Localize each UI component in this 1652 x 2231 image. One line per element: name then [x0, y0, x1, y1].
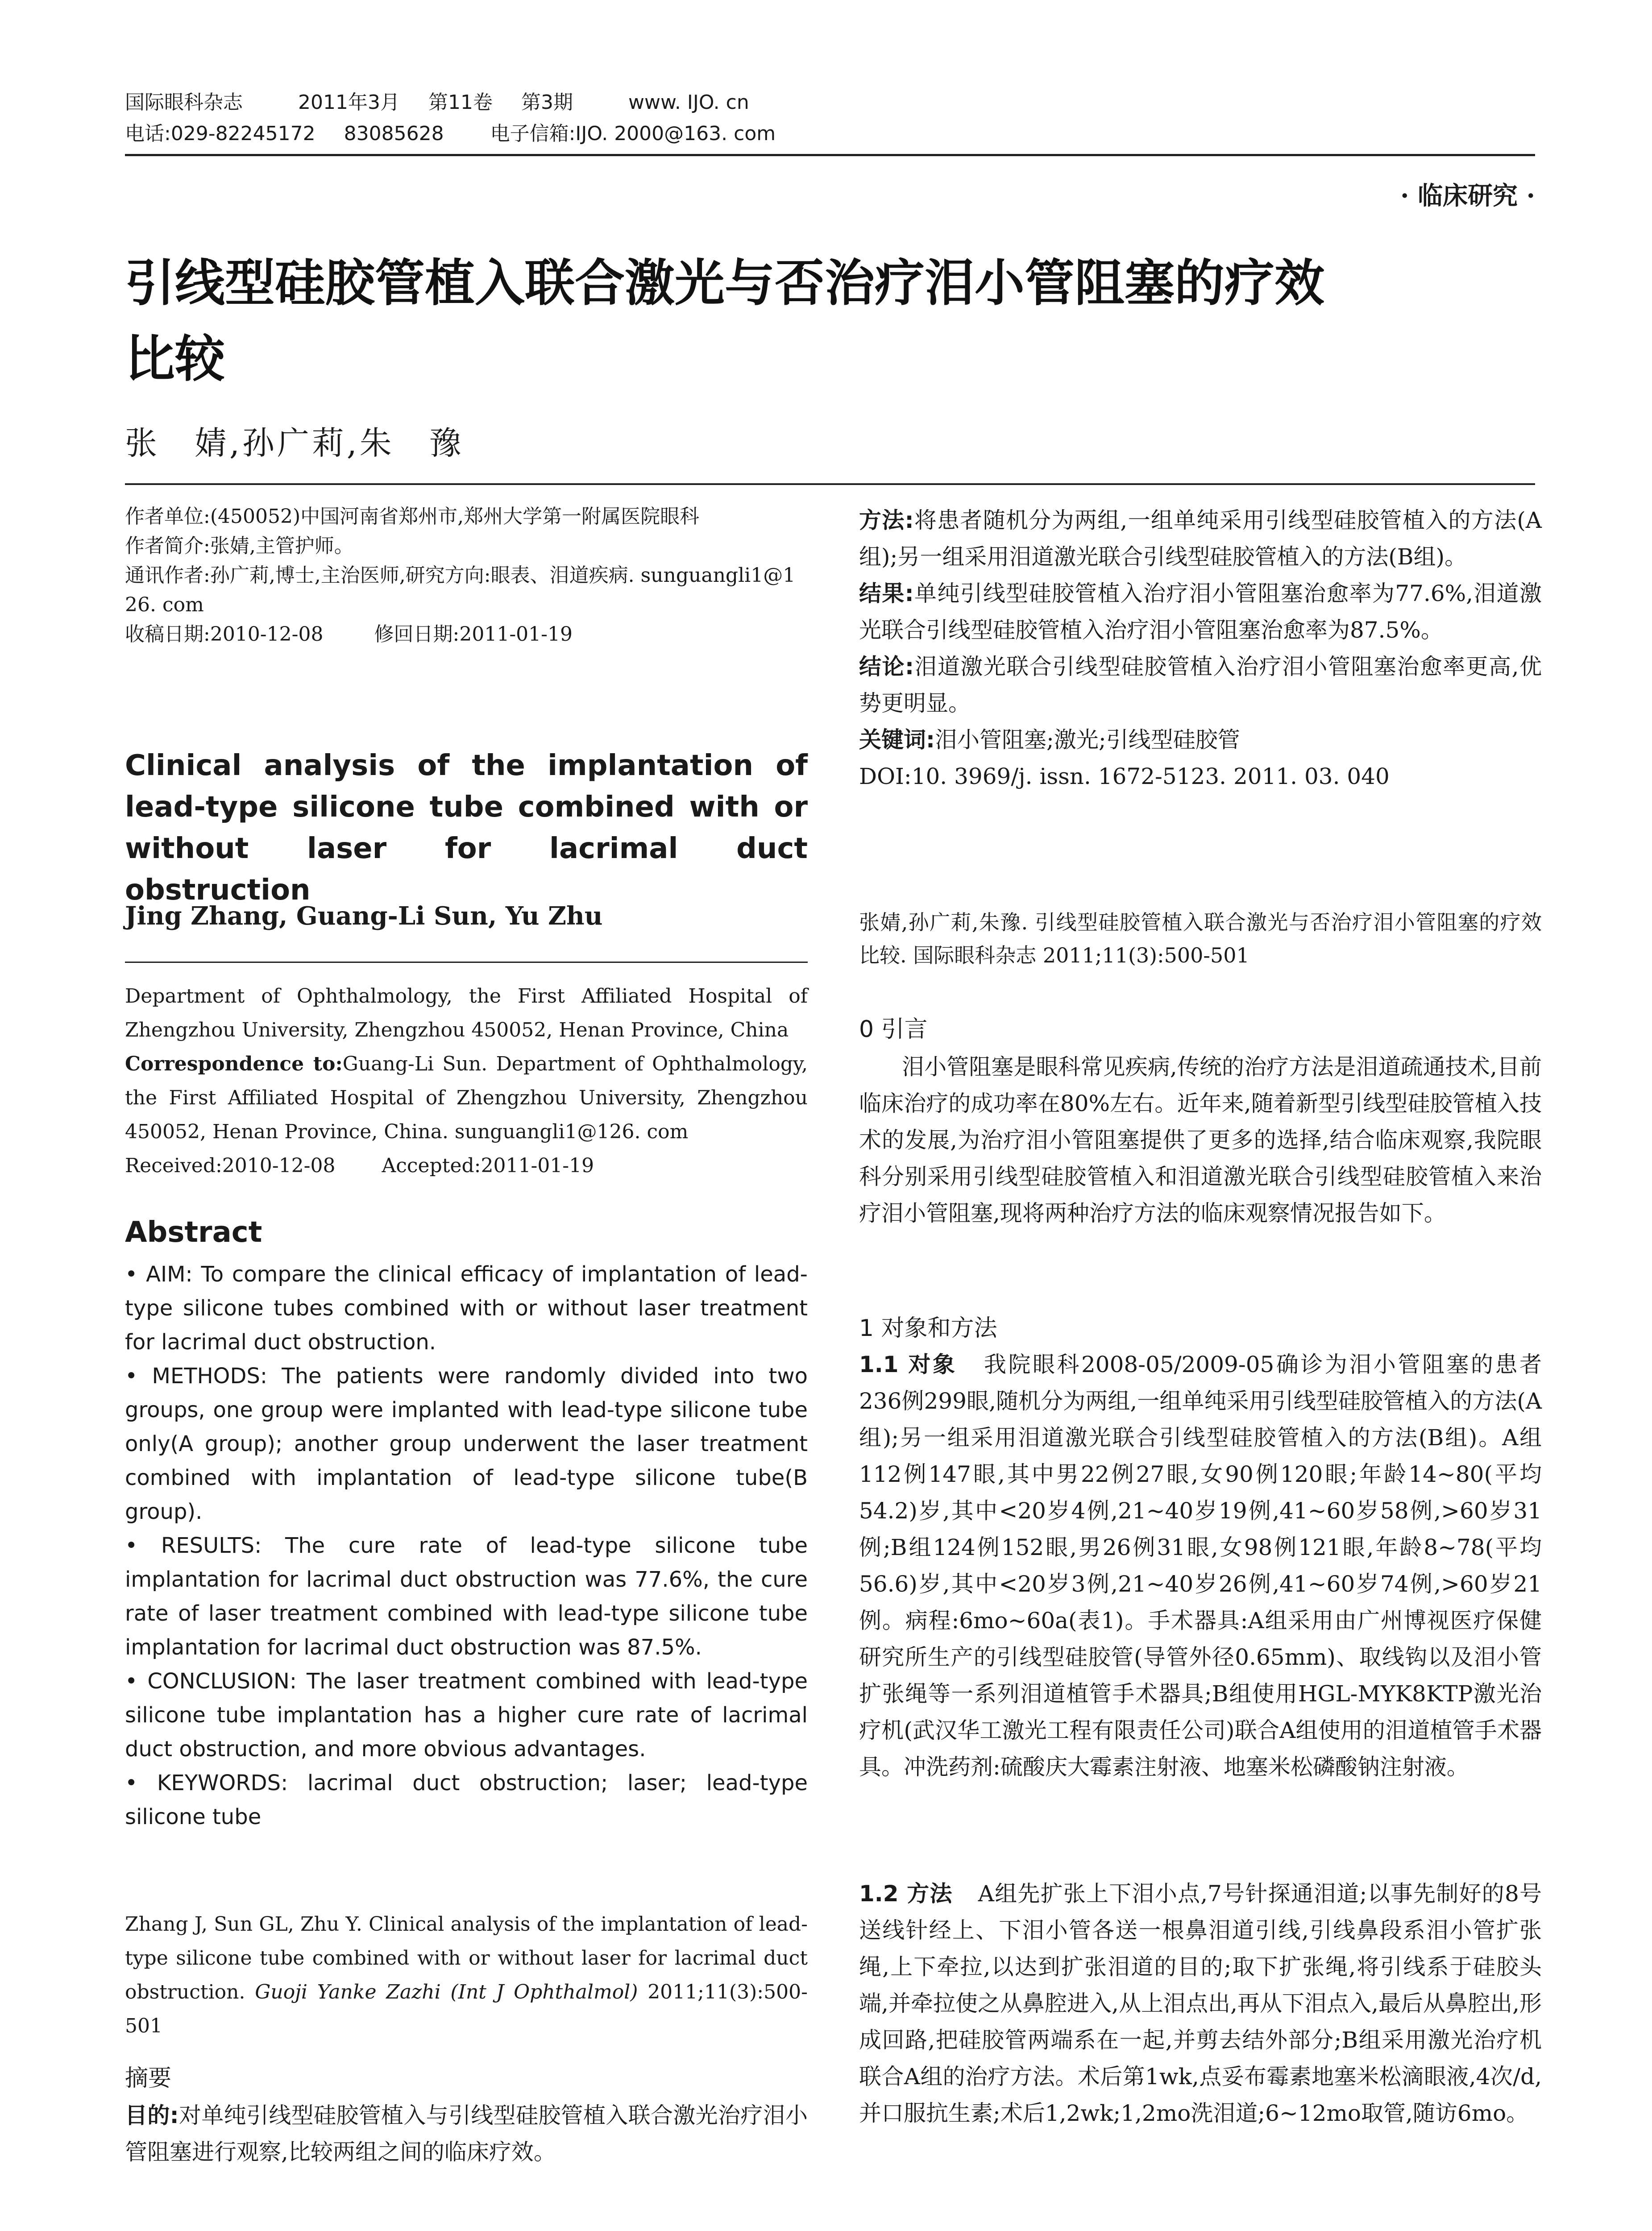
conclusion-text: The laser treatment combined with lead-type silicone tube implantation has a higher cure rate of lacrimal duct obstruction, and more obvious advantages. — [125, 1669, 808, 1762]
results-text: The cure rate of lead-type silicone tube implantation for lacrimal duct obstruction was 77.6%, the cure rate of laser treatment combined with lead-type silicone tube implantation for lacrimal duct obstruction was 87.5%. — [125, 1533, 808, 1660]
citation-en-journal: Guoji Yanke Zazhi (Int J Ophthalmol) — [255, 1981, 638, 2003]
left-column — [125, 502, 808, 2165]
article-title — [125, 245, 1544, 397]
header-rule — [125, 154, 1535, 156]
abstract-keywords — [125, 1766, 808, 1834]
aim-label: • AIM: — [125, 1262, 193, 1287]
abstract-conclusion — [125, 1664, 808, 1766]
affiliation-en — [125, 979, 808, 1183]
dates-en — [125, 1149, 808, 1183]
phone-2: 83085628 — [344, 122, 444, 145]
intro-heading: 0 引言 — [859, 1016, 928, 1043]
methods-cn — [859, 502, 1542, 575]
conclusion-cn-text: 泪道激光联合引线型硅胶管植入治疗泪小管阻塞治愈率更高,优势更明显。 — [859, 654, 1542, 716]
authors-cn: 张 婧,孙广莉,朱 豫 — [125, 424, 464, 462]
section-1-2-label: 1.2 方法 — [859, 1881, 953, 1907]
correspondence-en — [125, 1047, 808, 1149]
section-label: · 临床研究 · — [1400, 181, 1535, 211]
website: www. IJO. cn — [628, 91, 749, 114]
doi: DOI:10. 3969/j. issn. 1672-5123. 2011. 03. 040 — [859, 763, 1390, 789]
received-cn: 收稿日期:2010-12-08 — [125, 623, 324, 646]
objective-label: 目的: — [125, 2102, 179, 2128]
received-en: Received:2010-12-08 — [125, 1154, 336, 1177]
department-en: Department of Ophthalmology, the First Affiliated Hospital of Zhengzhou University, Zhengzhou 450052, Henan Province, China — [125, 985, 808, 1041]
aim-text: To compare the clinical efficacy of implantation of lead-type silicone tubes combined with or without laser treatment for lacrimal duct obstruction. — [125, 1262, 808, 1355]
results-cn-text: 单纯引线型硅胶管植入治疗泪小管阻塞治愈率为77.6%,泪道激光联合引线型硅胶管植入治疗泪小管阻塞治愈率为87.5%。 — [859, 581, 1542, 643]
abstract-heading: Abstract — [125, 1216, 262, 1249]
abstract-cn-continued — [859, 502, 1542, 795]
bio-cn: 作者简介:张婧,主管护师。 — [125, 535, 354, 557]
journal-name: 国际眼科杂志 — [125, 91, 243, 114]
objective-text: 对单纯引线型硅胶管植入与引线型硅胶管植入联合激光治疗泪小管阻塞进行观察,比较两组之间的临床疗效。 — [125, 2102, 808, 2165]
volume: 第11卷 — [428, 91, 493, 114]
keywords-cn — [859, 722, 1542, 758]
affiliation-cn: 作者单位:(450052)中国河南省郑州市,郑州大学第一附属医院眼科 — [125, 505, 700, 528]
citation-en-main: Zhang J, Sun GL, Zhu Y. Clinical analysis of the implantation of lead-type silicone tube combined with or without laser for lacrimal duct obstruction. — [125, 1913, 808, 2003]
objective-cn — [125, 2097, 808, 2170]
revised-cn: 修回日期:2011-01-19 — [374, 623, 573, 646]
issue-date: 2011年3月 — [298, 91, 400, 114]
abstract-cn-heading: 摘要 — [125, 2065, 172, 2092]
title-rule — [125, 483, 1535, 485]
section-1-2-text: A组先扩张上下泪小点,7号针探通泪道;以事先制好的8号送线针经上、下泪小管各送一根鼻泪道引线,引线鼻段系泪小管扩张绳,上下牵拉,以达到扩张泪道的目的;取下扩张绳,将引线系于硅胶头端,并牵拉使之从鼻腔进入,从上泪点出,再从下泪点入,最后从鼻腔出,形成回路,把硅胶管两端系在一起,并剪去结外部分;B组采用激光治疗机联合A组的治疗方法。术后第1wk,点妥布霉素地塞米松滴眼液,4次/d,并口服抗生素;术后1,2wk;1,2mo洗泪道;6~12mo取管,随访6mo。 — [859, 1881, 1542, 2126]
methods-text: The patients were randomly divided into two groups, one group were implanted with lead-type silicone tube only(A group); another group underwent the laser treatment combined with implantation of lead-type silicone tube(B group). — [125, 1364, 808, 1524]
correspondence-en-label: Correspondence to: — [125, 1053, 343, 1075]
abstract-methods — [125, 1359, 808, 1529]
abstract-results — [125, 1529, 808, 1664]
intro-text: 泪小管阻塞是眼科常见疾病,传统的治疗方法是泪道疏通技术,目前临床治疗的成功率在80%左右。近年来,随着新型引线型硅胶管植入技术的发展,为治疗泪小管阻塞提供了更多的选择,结合临床观察,我院眼科分别采用引线型硅胶管植入和泪道激光联合引线型硅胶管植入来治疗泪小管阻塞,现将两种治疗方法的临床观察情况报告如下。 — [859, 1054, 1542, 1226]
title-line-1: 引线型硅胶管植入联合激光与否治疗泪小管阻塞的疗效 — [125, 254, 1324, 312]
results-cn-label: 结果: — [859, 581, 914, 606]
accepted-en: Accepted:2011-01-19 — [382, 1154, 594, 1177]
english-title: Clinical analysis of the implantation of lead-type silicone tube combined with or without laser for lacrimal duct obstruction — [125, 749, 808, 907]
correspondence-cn: 通讯作者:孙广莉,博士,主治医师,研究方向:眼表、泪道疾病. sunguangli1@126. com — [125, 564, 796, 616]
keywords-text: lacrimal duct obstruction; laser; lead-type silicone tube — [125, 1771, 808, 1829]
citation-en — [125, 1908, 808, 2043]
conclusion-cn — [859, 648, 1542, 722]
conclusion-cn-label: 结论: — [859, 654, 914, 680]
email: 电子信箱:IJO. 2000@163. com — [490, 122, 776, 145]
authors-en-rule — [125, 962, 808, 963]
issue: 第3期 — [521, 91, 573, 114]
author-info-cn — [125, 502, 808, 649]
phone: 电话:029-82245172 — [125, 122, 315, 145]
title-line-2: 比较 — [125, 330, 225, 388]
keywords-cn-label: 关键词: — [859, 727, 935, 753]
correspondence-en-text: Guang-Li Sun. Department of Ophthalmology, the First Affiliated Hospital of Zhengzhou University, Zhengzhou 450052, Henan Province, China. sunguangli1@126. com — [125, 1053, 808, 1143]
results-label: • RESULTS: — [125, 1533, 262, 1558]
conclusion-label: • CONCLUSION: — [125, 1669, 297, 1694]
keywords-cn-text: 泪小管阻塞;激光;引线型硅胶管 — [935, 727, 1240, 753]
authors-en: Jing Zhang, Guang-Li Sun, Yu Zhu — [125, 901, 603, 931]
abstract-en — [125, 1257, 808, 1834]
section-1-1-text: 我院眼科2008-05/2009-05确诊为泪小管阻塞的患者236例299眼,随机分为两组,一组单纯采用引线型硅胶管植入的方法(A组);另一组采用泪道激光联合引线型硅胶管植入的方法(B组)。A组112例147眼,其中男22例27眼,女90例120眼;年龄14~80(平均54.2)岁,其中<20岁4例,21~40岁19例,41~60岁58例,>60岁31例;B组124例152眼,男26例31眼,女98例121眼,年龄8~78(平均56.6)岁,其中<20岁3例,21~40岁26例,41~60岁74例,>60岁21例。病程:6mo~60a(表1)。手术器具:A组采用由广州博视医疗保健研究所生产的引线型硅胶管(导管外径0.65mm)、取线钩以及泪小管扩张绳等一系列泪道植管手术器具;B组使用HGL-MYK8KTP激光治疗机(武汉华工激光工程有限责任公司)联合A组使用的泪道植管手术器具。冲洗药剂:硫酸庆大霉素注射液、地塞米松磷酸钠注射液。 — [859, 1352, 1542, 1780]
results-cn — [859, 575, 1542, 648]
methods-cn-label: 方法: — [859, 507, 914, 533]
right-column — [859, 502, 1542, 2126]
keywords-label: • KEYWORDS: — [125, 1771, 288, 1796]
header-line-1 — [125, 87, 1535, 118]
methods-label: • METHODS: — [125, 1364, 268, 1389]
methods-cn-text: 将患者随机分为两组,一组单纯采用引线型硅胶管植入的方法(A组);另一组采用泪道激光联合引线型硅胶管植入的方法(B组)。 — [859, 507, 1542, 570]
citation-cn: 张婧,孙广莉,朱豫. 引线型硅胶管植入联合激光与否治疗泪小管阻塞的疗效比较. 国际眼科杂志 2011;11(3):500-501 — [859, 910, 1542, 967]
abstract-aim — [125, 1257, 808, 1359]
header-line-2 — [125, 118, 1535, 149]
citation-en-issue: 2011;11(3):500-501 — [125, 1981, 808, 2037]
section-1-1 — [859, 1346, 1542, 1785]
section-1-heading: 1 对象和方法 — [859, 1315, 997, 1342]
running-header — [125, 87, 1535, 149]
section-1-1-label: 1.1 对象 — [859, 1352, 957, 1377]
section-1-2 — [859, 1875, 1542, 2131]
dates-cn — [125, 620, 808, 649]
